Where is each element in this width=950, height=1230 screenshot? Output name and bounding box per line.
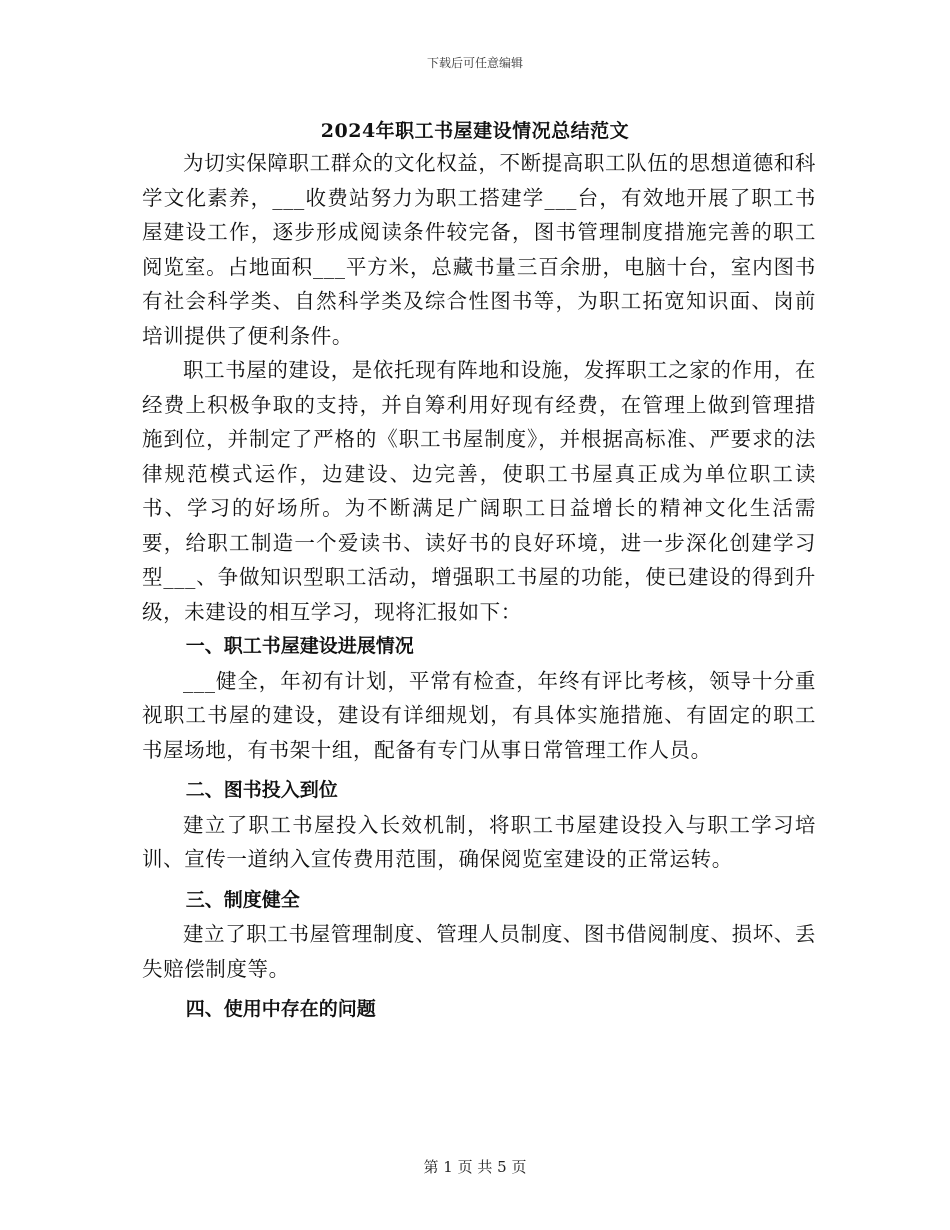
section-body-progress: ___健全，年初有计划，平常有检查，年终有评比考核，领导十分重视职工书屋的建设，建设有详细规划，有具体实施措施、有固定的职工书屋场地，有书架十组，配备有专门从事日常管理工作人员。 bbox=[142, 668, 816, 762]
document-title: 2024年职工书屋建设情况总结范文 bbox=[320, 120, 630, 142]
section-heading-progress: 一、职工书屋建设进展情况 bbox=[185, 635, 414, 657]
page-footer: 第 1 页 共 5 页 bbox=[423, 1158, 527, 1176]
section-body-investment: 建立了职工书屋投入长效机制，将职工书屋建设投入与职工学习培训、宣传一道纳入宣传费用范围，确保阅览室建设的正常运转。 bbox=[142, 812, 816, 871]
section-heading-system: 三、制度健全 bbox=[185, 888, 300, 911]
intro-paragraph: 为切实保障职工群众的文化权益，不断提高职工队伍的思想道德和科学文化素养，___收费站努力为职工搭建学___台，有效地开展了职工书屋建设工作，逐步形成阅读条件较完备，图书管理制度措施完善的职工阅览室。占地面积___平方米，总藏书量三百余册，电脑十台，室内图书有社会科学类、自然科学类及综合性图书等，为职工拓宽知识面、岗前培训提供了便利条件。 bbox=[142, 151, 816, 348]
section-body-system: 建立了职工书屋管理制度、管理人员制度、图书借阅制度、损坏、丢失赔偿制度等。 bbox=[142, 922, 816, 981]
header-note: 下载后可任意编辑 bbox=[426, 56, 523, 70]
section-heading-investment: 二、图书投入到位 bbox=[185, 779, 338, 801]
document-body bbox=[142, 146, 816, 1027]
background-paragraph: 职工书屋的建设，是依托现有阵地和设施，发挥职工之家的作用，在经费上积极争取的支持，并自筹利用好现有经费，在管理上做到管理措施到位，并制定了严格的《职工书屋制度》，并根据高标准、严要求的法律规范模式运作，边建设、边完善，使职工书屋真正成为单位职工读书、学习的好场所。为不断满足广阔职工日益增长的精神文化生活需要，给职工制造一个爱读书、读好书的良好环境，进一步深化创建学习型___、争做知识型职工活动，增强职工书屋的功能，使已建设的得到升级，未建设的相互学习，现将汇报如下： bbox=[142, 358, 816, 624]
section-heading-problems: 四、使用中存在的问题 bbox=[185, 998, 376, 1020]
